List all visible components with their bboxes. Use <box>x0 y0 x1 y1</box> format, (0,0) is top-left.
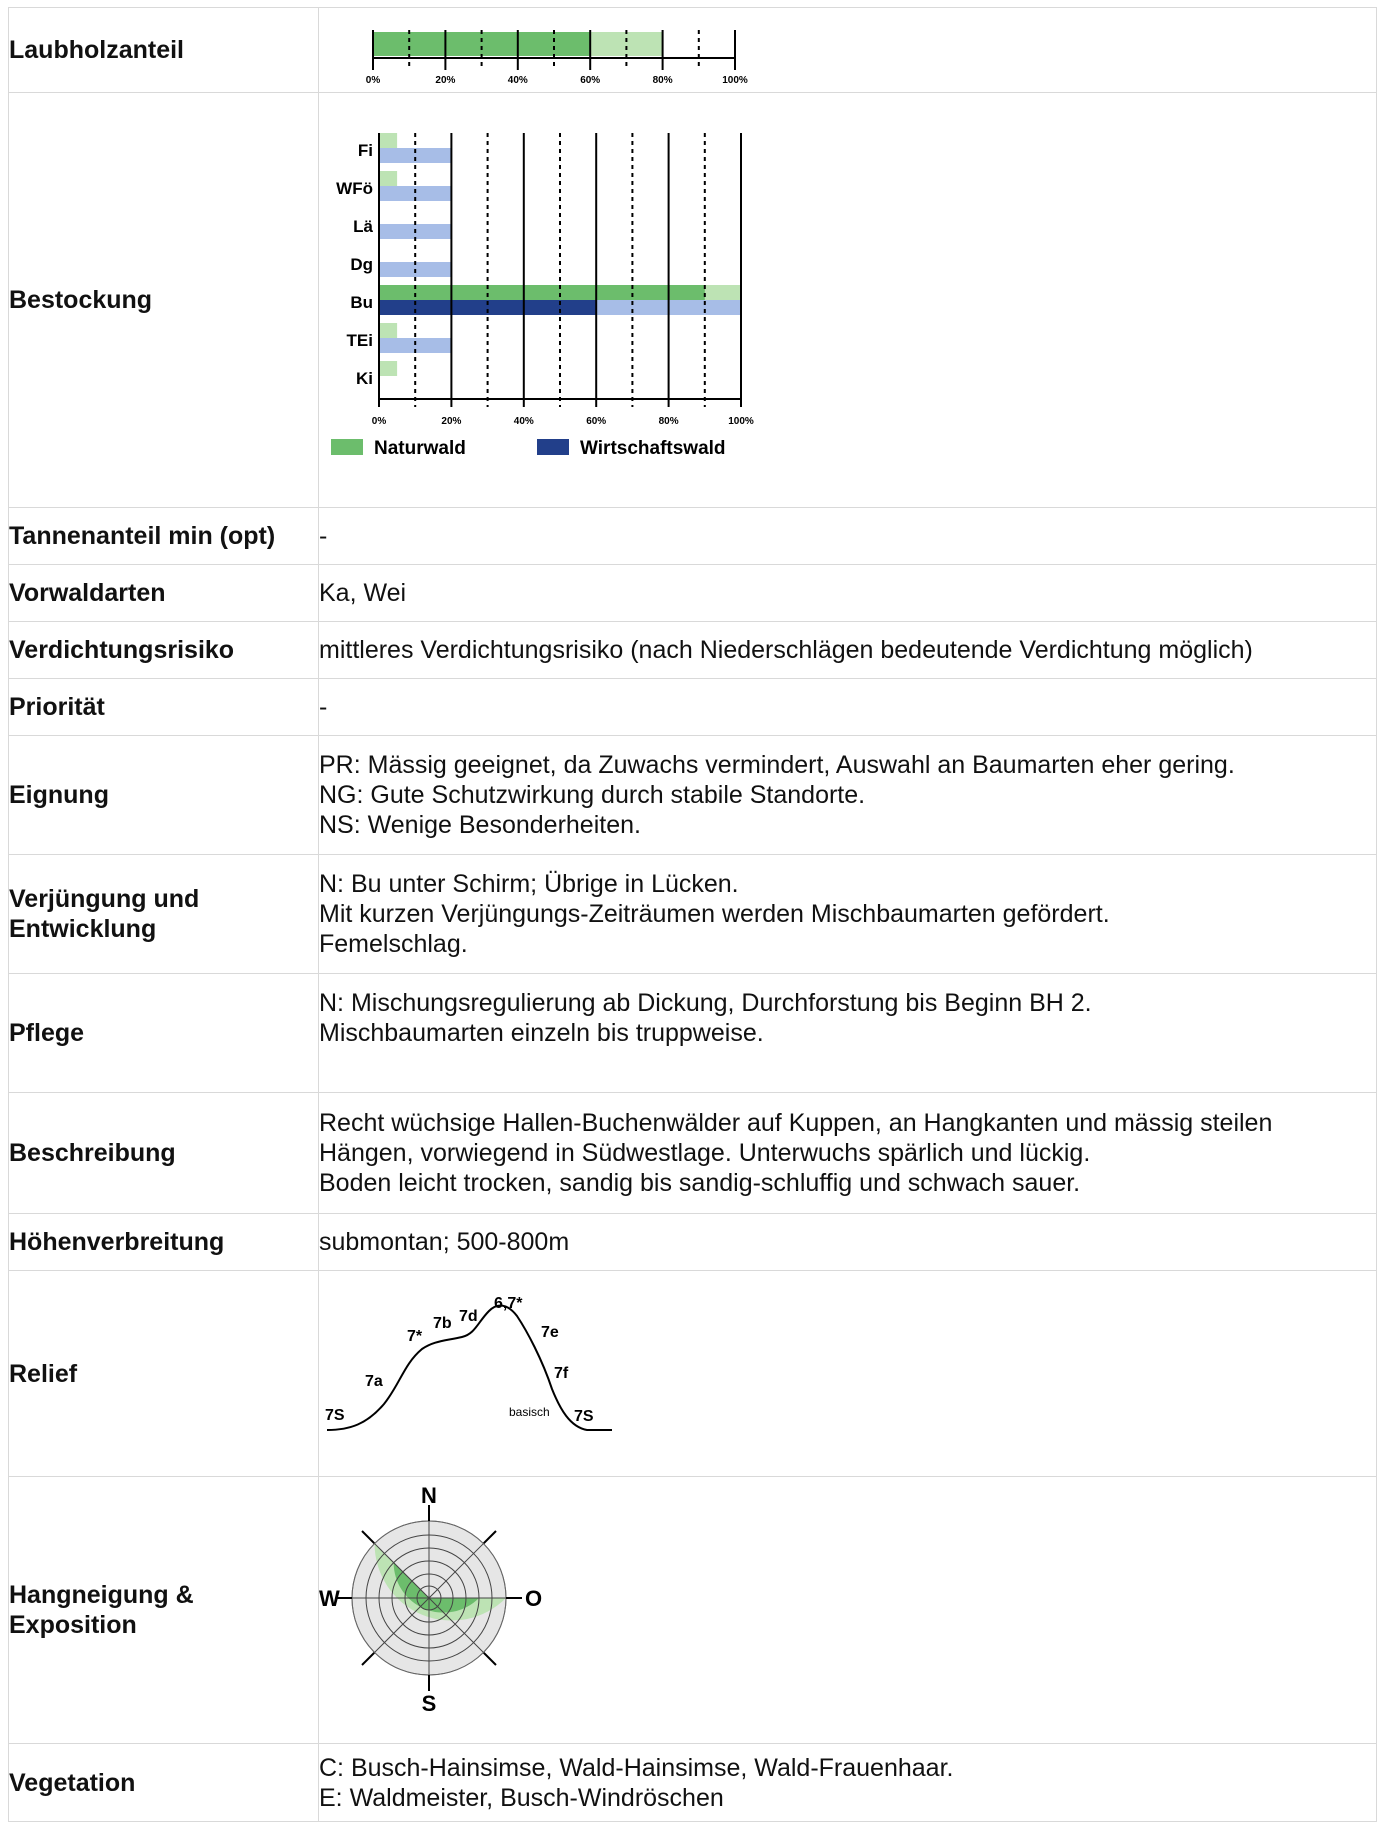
vegetation-line: E: Waldmeister, Busch-Windröschen <box>319 1783 724 1812</box>
row-verdichtungsrisiko <box>9 622 1377 679</box>
eignung-line: NS: Wenige Besonderheiten. <box>319 811 641 839</box>
laubholz-tick-label: 0% <box>365 75 381 86</box>
pflege-line: Mischbaumarten einzeln bis truppweise. <box>319 1019 764 1047</box>
relief-label: 7e <box>541 1323 559 1341</box>
row-prioritaet <box>9 679 1377 736</box>
laubholz-tick-label: 20% <box>435 75 456 86</box>
value-prioritaet: - <box>319 679 1377 736</box>
label-pflege: Pflege <box>9 974 319 1093</box>
relief-label: 7b <box>433 1314 452 1332</box>
value-hoehenverbreitung: submontan; 500-800m <box>319 1214 1377 1271</box>
label-beschreibung: Beschreibung <box>9 1093 319 1214</box>
legend-swatch-wirtschaftswald <box>537 439 569 455</box>
bar-naturwald-range <box>379 171 397 186</box>
value-pflege <box>319 974 1377 1093</box>
bar-naturwald <box>379 285 705 300</box>
bestockung-chart <box>319 115 779 485</box>
relief-label: 7a <box>365 1372 383 1390</box>
label-relief: Relief <box>9 1271 319 1477</box>
label-hoehenverbreitung: Höhenverbreitung <box>9 1214 319 1271</box>
row-hangneigung <box>9 1477 1377 1744</box>
bar-naturwald-range <box>379 361 397 376</box>
bar-naturwald-range <box>379 133 397 148</box>
label-verdichtungsrisiko: Verdichtungsrisiko <box>9 622 319 679</box>
beschreibung-line: Recht wüchsige Hallen-Buchenwälder auf Kuppen, an Hangkanten und mässig steilen <box>319 1109 1273 1137</box>
pflege-line: N: Mischungsregulierung ab Dickung, Durchforstung bis Beginn BH 2. <box>319 989 1092 1017</box>
laubholz-tick-label: 80% <box>652 75 673 86</box>
compass-east-label: O <box>525 1586 543 1611</box>
label-verjuengung-line2: Entwicklung <box>9 915 157 943</box>
bestockung-tick-label: 20% <box>441 416 462 427</box>
relief-label: basisch <box>509 1404 550 1419</box>
label-hangneigung-line1: Hangneigung & <box>9 1581 194 1609</box>
verjuengung-line: Mit kurzen Verjüngungs-Zeiträumen werden Mischbaumarten gefördert. <box>319 900 1110 928</box>
relief-diagram <box>322 1294 612 1454</box>
label-hangneigung-line2: Exposition <box>9 1611 137 1639</box>
label-laubholzanteil: Laubholzanteil <box>9 8 319 93</box>
category-label: Lä <box>353 217 373 236</box>
verjuengung-line: Femelschlag. <box>319 930 468 958</box>
exposition-compass <box>319 1485 559 1735</box>
row-eignung <box>9 736 1377 855</box>
value-verjuengung <box>319 855 1377 974</box>
legend-label-naturwald: Naturwald <box>374 438 466 459</box>
row-laubholzanteil <box>9 8 1377 93</box>
category-label: Bu <box>350 293 373 312</box>
label-tannenanteil: Tannenanteil min (opt) <box>9 508 319 565</box>
compass-west-label: W <box>319 1586 340 1611</box>
row-relief <box>9 1271 1377 1477</box>
relief-label: 7f <box>554 1364 569 1382</box>
row-vegetation <box>9 1744 1377 1822</box>
label-eignung: Eignung <box>9 736 319 855</box>
bestockung-tick-label: 100% <box>728 416 754 427</box>
row-hoehenverbreitung <box>9 1214 1377 1271</box>
laubholz-chart-cell <box>319 8 1377 93</box>
compass-south-label: S <box>421 1691 437 1716</box>
value-beschreibung <box>319 1093 1377 1214</box>
label-bestockung: Bestockung <box>9 93 319 508</box>
value-tannenanteil: - <box>319 508 1377 565</box>
beschreibung-line: Hängen, vorwiegend in Südwestlage. Unterwuchs spärlich und lückig. <box>319 1139 1091 1167</box>
laubholz-chart <box>365 15 791 86</box>
relief-label: 7d <box>459 1307 478 1325</box>
label-vegetation: Vegetation <box>9 1744 319 1822</box>
category-label: Dg <box>350 255 373 274</box>
row-beschreibung <box>9 1093 1377 1214</box>
legend-label-wirtschaftswald: Wirtschaftswald <box>580 438 726 459</box>
site-attributes-table <box>8 7 1377 1822</box>
label-prioritaet: Priorität <box>9 679 319 736</box>
label-vorwaldarten: Vorwaldarten <box>9 565 319 622</box>
bestockung-tick-label: 60% <box>586 416 607 427</box>
exposition-cell <box>319 1477 1377 1744</box>
value-eignung <box>319 736 1377 855</box>
laubholz-bar-range <box>373 32 590 56</box>
bar-naturwald-range <box>379 323 397 338</box>
bestockung-tick-label: 0% <box>371 416 387 427</box>
category-label: TEi <box>346 331 373 350</box>
bestockung-chart-cell <box>319 93 1377 508</box>
row-verjuengung <box>9 855 1377 974</box>
beschreibung-line: Boden leicht trocken, sandig bis sandig-schluffig und schwach sauer. <box>319 1169 1081 1197</box>
value-vegetation <box>319 1744 1377 1822</box>
relief-label: 7S <box>325 1406 345 1424</box>
legend-swatch-naturwald <box>331 439 363 455</box>
bestockung-tick-label: 80% <box>658 416 679 427</box>
laubholz-tick-label: 40% <box>507 75 528 86</box>
laubholz-tick-label: 60% <box>580 75 601 86</box>
laubholz-tick-label: 100% <box>722 75 748 86</box>
verjuengung-line: N: Bu unter Schirm; Übrige in Lücken. <box>319 870 739 898</box>
label-verjuengung <box>9 855 319 974</box>
relief-label: 7* <box>407 1327 423 1345</box>
category-label: Ki <box>356 369 373 388</box>
row-pflege <box>9 974 1377 1093</box>
label-hangneigung <box>9 1477 319 1744</box>
eignung-line: PR: Mässig geeignet, da Zuwachs vermindert, Auswahl an Baumarten eher gering. <box>319 751 1235 779</box>
category-label: Fi <box>357 141 373 160</box>
relief-label: 7S <box>574 1407 594 1425</box>
vegetation-line: C: Busch-Hainsimse, Wald-Hainsimse, Wald-Frauenhaar. <box>319 1753 954 1782</box>
row-tannenanteil <box>9 508 1377 565</box>
eignung-line: NG: Gute Schutzwirkung durch stabile Standorte. <box>319 781 866 809</box>
row-vorwaldarten <box>9 565 1377 622</box>
compass-north-label: N <box>421 1483 437 1508</box>
value-verdichtungsrisiko: mittleres Verdichtungsrisiko (nach Niederschlägen bedeutende Verdichtung möglich) <box>319 622 1377 679</box>
relief-cell <box>319 1271 1377 1477</box>
relief-label: 6,7* <box>494 1294 523 1312</box>
bestockung-tick-label: 40% <box>513 416 534 427</box>
row-bestockung <box>9 93 1377 508</box>
category-label: WFö <box>336 179 373 198</box>
label-verjuengung-line1: Verjüngung und <box>9 885 200 913</box>
value-vorwaldarten: Ka, Wei <box>319 565 1377 622</box>
